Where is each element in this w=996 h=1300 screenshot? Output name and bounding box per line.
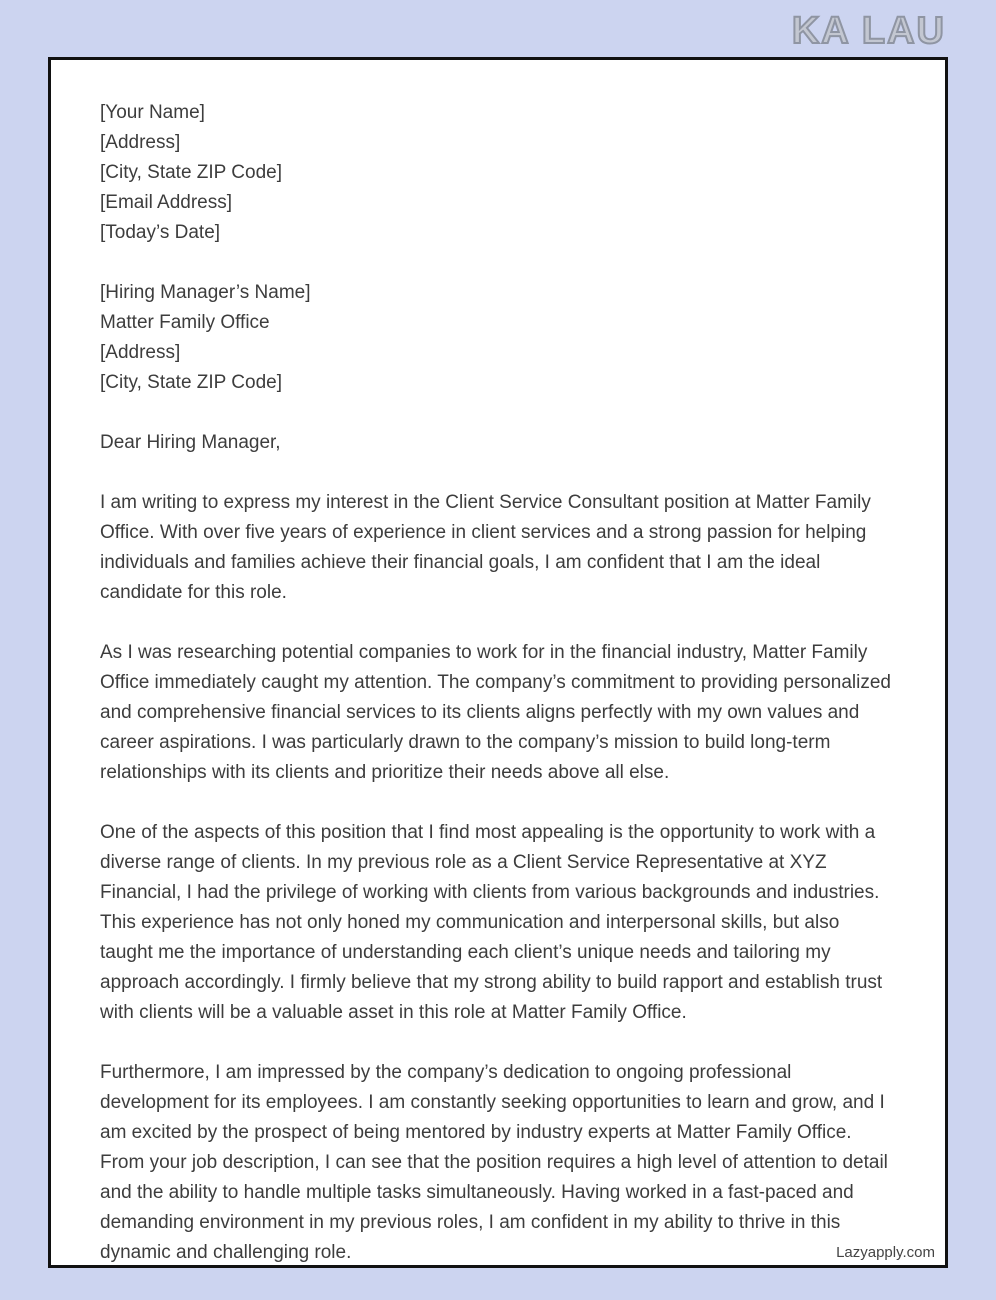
sender-date-line: [Today’s Date]	[100, 222, 221, 243]
recipient-name-line: [Hiring Manager’s Name]	[100, 282, 311, 303]
recipient-block	[100, 278, 895, 398]
sender-email-line: [Email Address]	[100, 192, 232, 213]
footer-watermark-link[interactable]: Lazyapply.com	[830, 1244, 935, 1261]
brand-logo: KA LAU	[791, 10, 946, 52]
paragraph-2: As I was researching potential companies to work for in the financial industry, Matter Family Office immediately caught my attention. The company’s commitment to providing personalized and comprehensive financial services to its clients aligns perfectly with my own values and career aspirations. I was particularly drawn to the company’s mission to build long-term relationships with its clients and prioritize their needs above all else.	[100, 642, 891, 783]
paragraph-3: One of the aspects of this position that I find most appealing is the opportunity to work with a diverse range of clients. In my previous role as a Client Service Representative at XYZ Financial, I had the privilege of working with clients from various backgrounds and industries. This experience has not only honed my communication and interpersonal skills, but also taught me the importance of understanding each client’s unique needs and tailoring my approach accordingly. I firmly believe that my strong ability to build rapport and establish trust with clients will be a valuable asset in this role at Matter Family Office.	[100, 822, 883, 1023]
sender-address-line: [Address]	[100, 132, 181, 153]
letter-body	[51, 60, 945, 1268]
sender-city-line: [City, State ZIP Code]	[100, 162, 282, 183]
recipient-city-line: [City, State ZIP Code]	[100, 372, 282, 393]
sender-name-line: [Your Name]	[100, 102, 205, 123]
letter-page	[48, 57, 948, 1268]
paragraph-4: Furthermore, I am impressed by the company’s dedication to ongoing professional development for its employees. I am constantly seeking opportunities to learn and grow, and I am excited by the prospect of being mentored by industry experts at Matter Family Office. From your job description, I can see that the position requires a high level of attention to detail and the ability to handle multiple tasks simultaneously. Having worked in a fast-paced and demanding environment in my previous roles, I am confident in my ability to thrive in this dynamic and challenging role.	[100, 1062, 888, 1263]
paragraph-1: I am writing to express my interest in the Client Service Consultant position at Matter Family Office. With over five years of experience in client services and a strong passion for helping individuals and families achieve their financial goals, I am confident that I am the ideal candidate for this role.	[100, 492, 871, 603]
recipient-address-line: [Address]	[100, 342, 181, 363]
salutation: Dear Hiring Manager,	[100, 432, 281, 453]
sender-block	[100, 98, 895, 248]
recipient-company-line: Matter Family Office	[100, 312, 270, 333]
